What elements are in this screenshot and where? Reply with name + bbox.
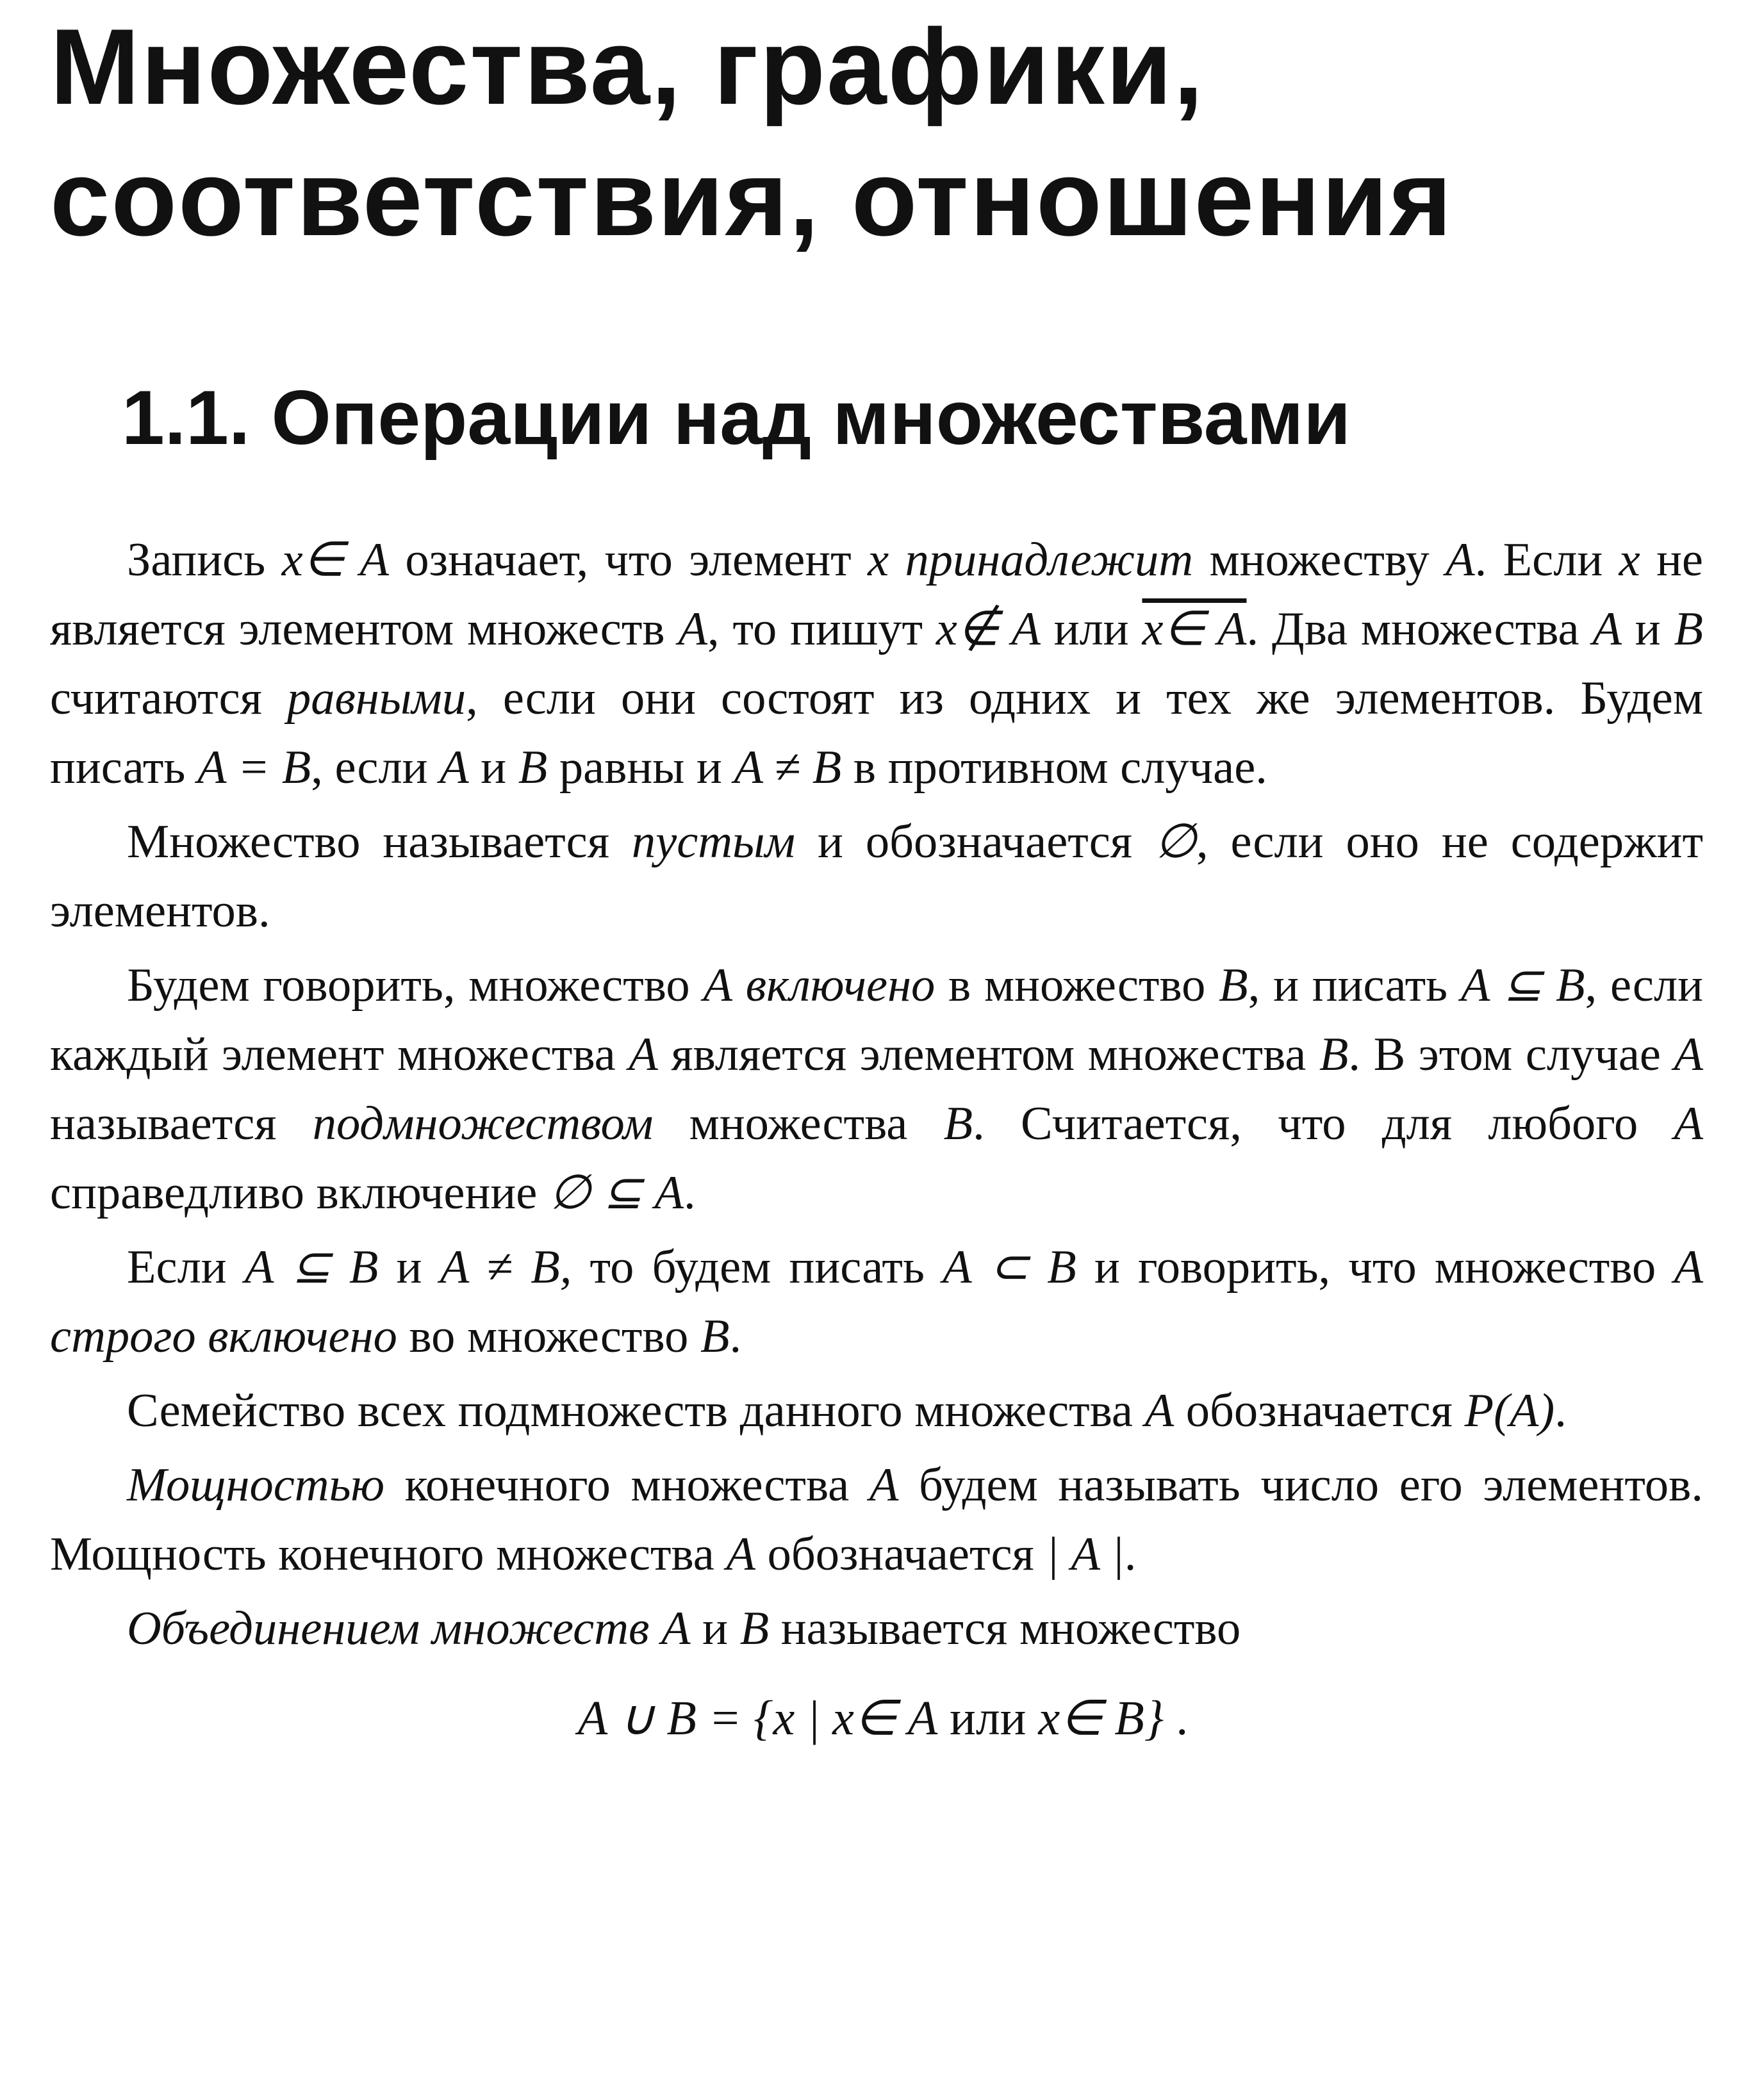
chapter-title (50, 0, 1703, 264)
paragraph-membership: Запись x∈ A означает, что элемент x принадлежит множеству A. Если x не является элементом множеств A, то пишут x∉ A или x∈ A. Два множества A и B считаются равными, если они состоят из одних и тех же элементов. Будем писать A = B, если A и B равны и A ≠ B в противном случае. (50, 534, 1704, 794)
paragraph-empty-set: Множество называется пустым и обозначается ∅, если оно не содержит элементов. (50, 816, 1703, 937)
paragraph-strict-inclusion: Если A ⊆ B и A ≠ B, то будем писать A ⊂ B и говорить, что множество A строго включено во множество B. (50, 1241, 1704, 1363)
paragraph-power-set: Семейство всех подмножеств данного множества A обозначается P(A). (127, 1384, 1567, 1437)
body-text (50, 525, 1703, 1757)
paragraph-union: Объединением множеств A и B называется множество (127, 1602, 1241, 1655)
paragraph-cardinality: Мощностью конечного множества A будем называть число его элементов. Мощность конечного множества A обозначается | A |. (50, 1459, 1703, 1581)
paragraph-inclusion: Будем говорить, множество A включено в множество B, и писать A ⊆ B, если каждый элемент множества A является элементом множества B. В этом случае A называется подмножеством множества B. Считается, что для любого A справедливо включение ∅ ⊆ A. (50, 959, 1704, 1219)
chapter-title-line-2: соответствия, отношения (50, 138, 1453, 258)
section-title: 1.1. Операции над множествами (122, 375, 1351, 461)
chapter-title-line-1: Множества, графики, (50, 6, 1205, 127)
union-formula: A ∪ B = {x | x∈ A или x∈ B} . (577, 1691, 1189, 1745)
page (50, 0, 1704, 1745)
